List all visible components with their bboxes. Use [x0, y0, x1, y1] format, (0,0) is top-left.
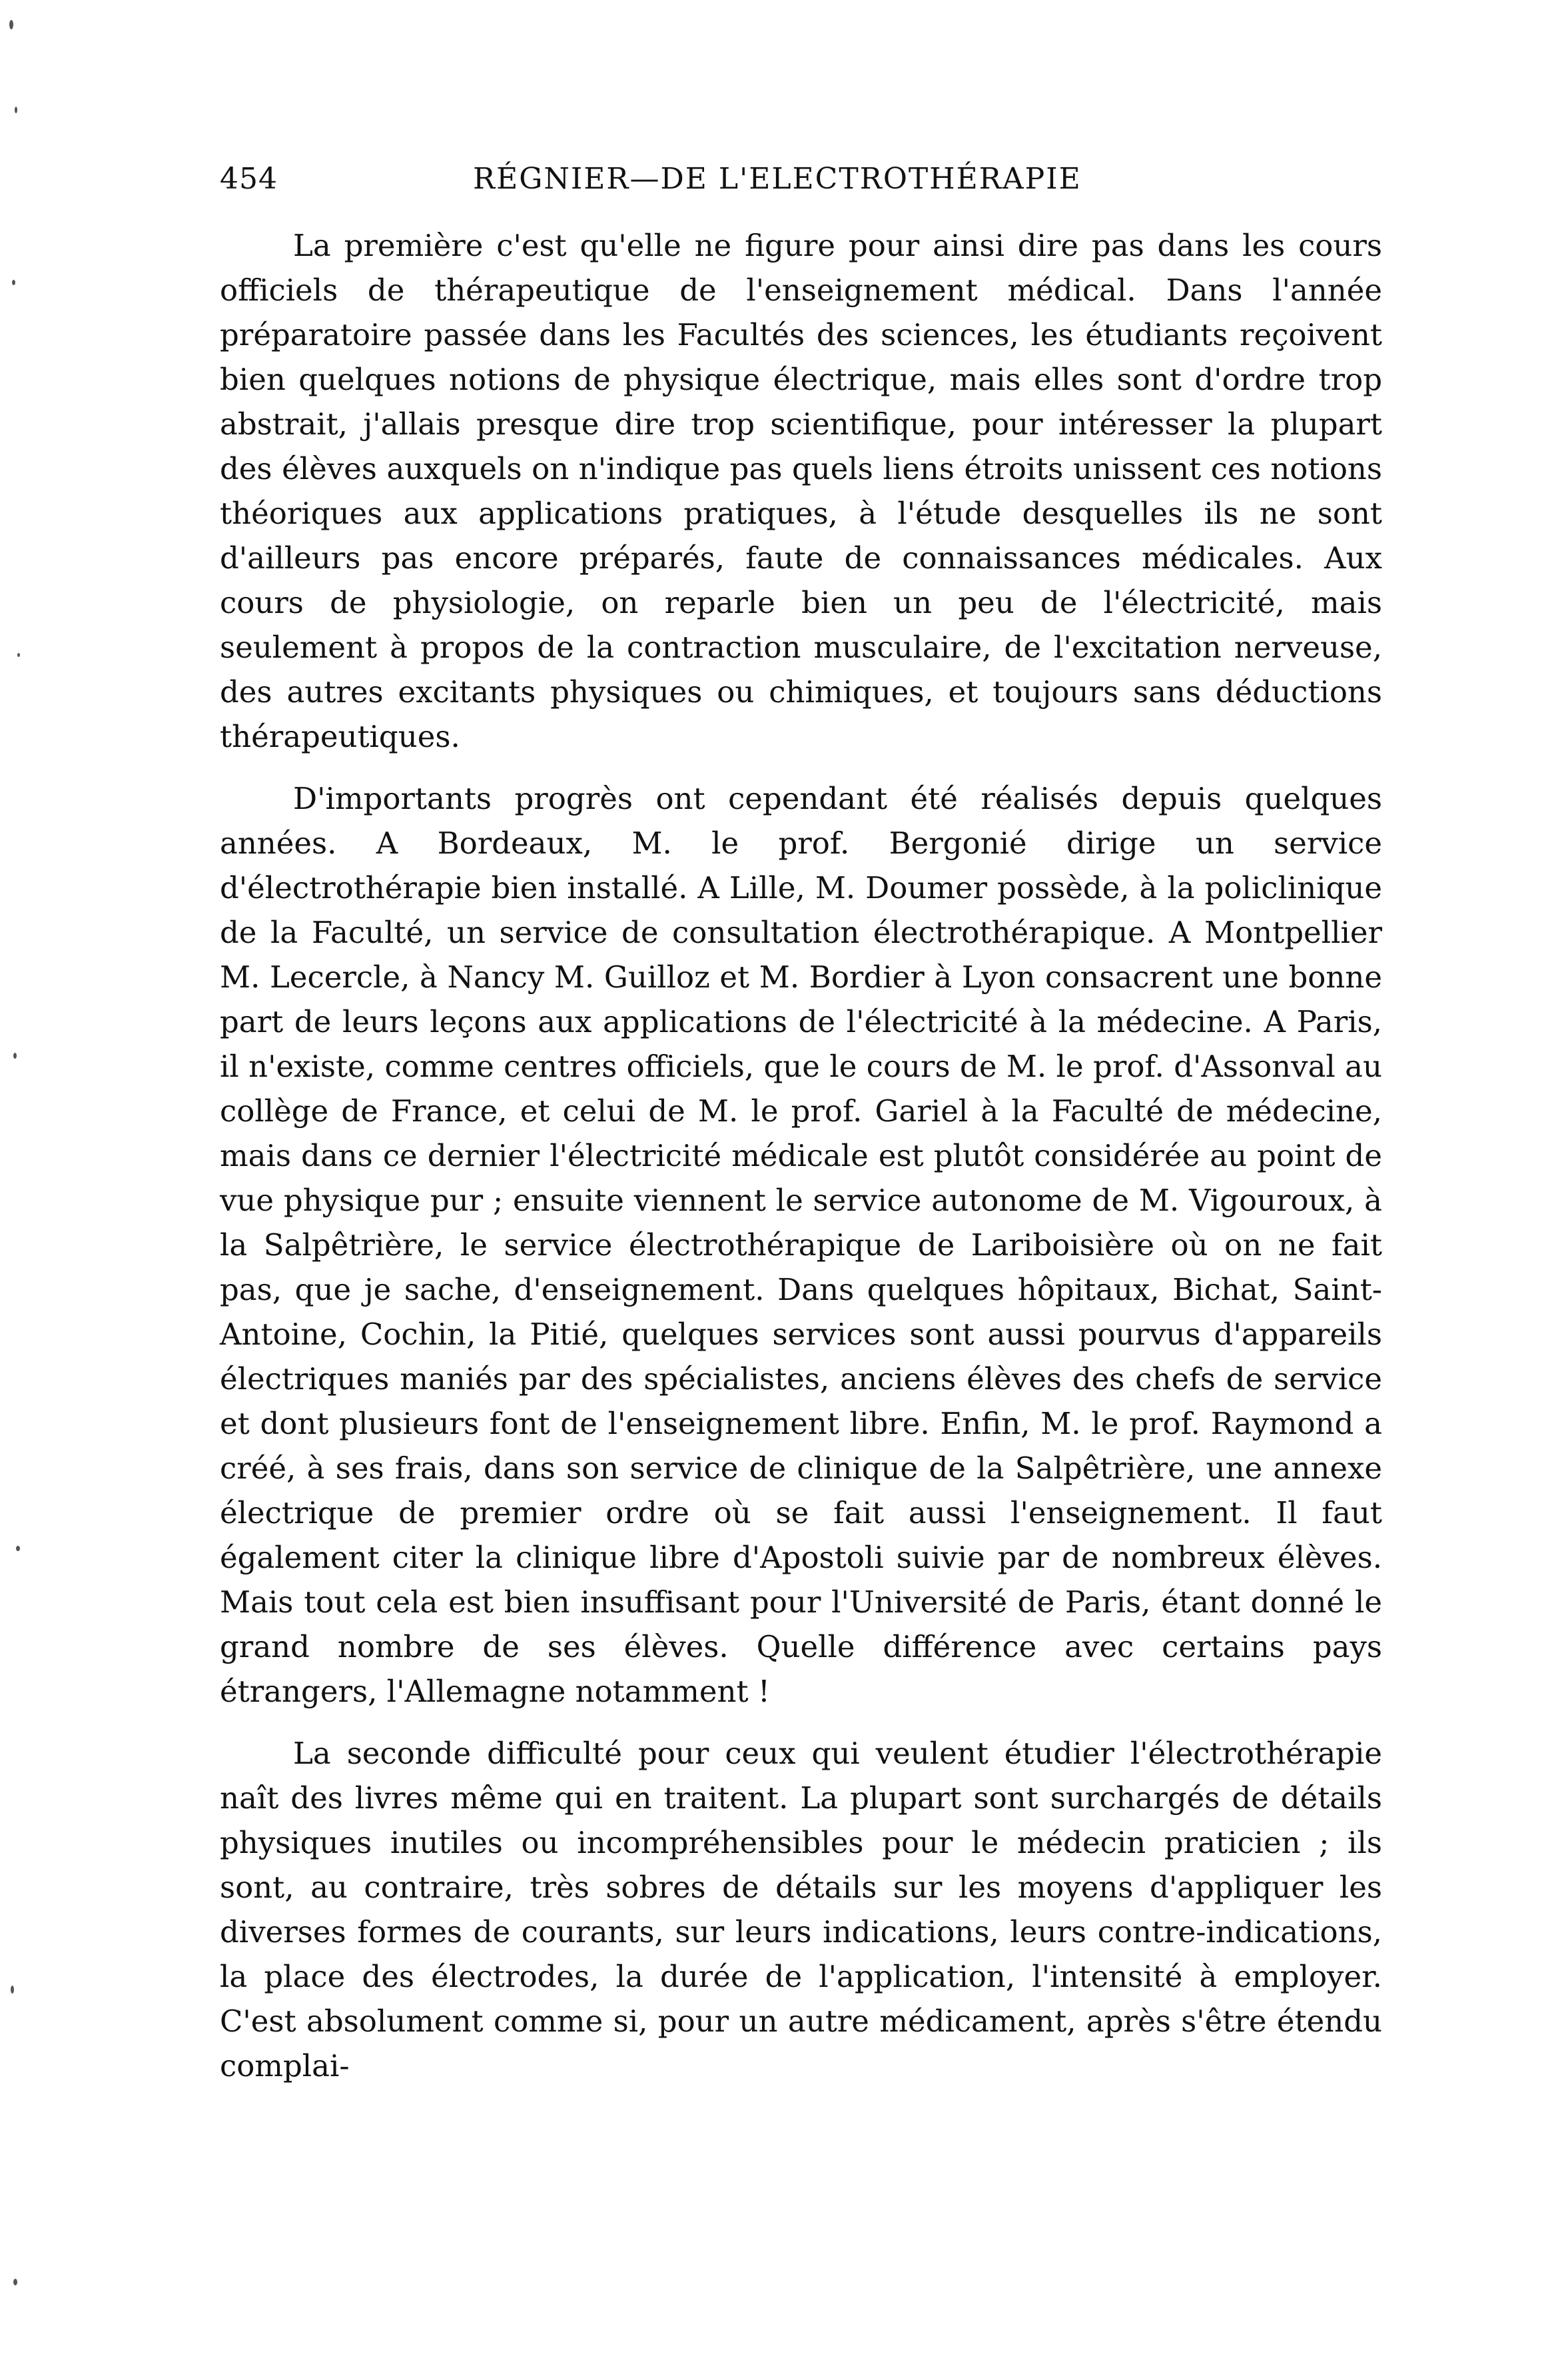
- scan-speck: [13, 1053, 17, 1059]
- scan-margin-specks: [0, 0, 53, 2380]
- scan-speck: [12, 280, 15, 285]
- running-title: RÉGNIER—DE L'ELECTROTHÉRAPIE: [473, 162, 1082, 196]
- paragraph: D'importants progrès ont cependant été réalisés depuis quelques années. A Bordeaux, M. le prof. Bergonié dirige un service d'électrothérapie bien installé. A Lille, M. Doumer possède, à la policlinique de la Faculté, un service de consultation électrothérapique. A Montpellier M. Lecercle, à Nancy M. Guilloz et M. Bordier à Lyon consacrent une bonne part de leurs leçons aux applications de l'électricité à la médecine. A Paris, il n'existe, comme centres officiels, que le cours de M. le prof. d'Assonval au collège de France, et celui de M. le prof. Gariel à la Faculté de médecine, mais dans ce dernier l'électricité médicale est plutôt considérée au point de vue physique pur ; ensuite viennent le service autonome de M. Vigouroux, à la Salpêtrière, le service électrothérapique de Lariboisière où on ne fait pas, que je sache, d'enseignement. Dans quelques hôpitaux, Bichat, Saint-Antoine, Cochin, la Pitié, quelques services sont aussi pourvus d'appareils électriques maniés par des spécialistes, anciens élèves des chefs de service et dont plusieurs font de l'enseignement libre. Enfin, M. le prof. Raymond a créé, à ses frais, dans son service de clinique de la Salpêtrière, une annexe électrique de premier ordre où se fait aussi l'enseignement. Il faut également citer la clinique libre d'Apostoli suivie par de nombreux élèves. Mais tout cela est bien insuffisant pour l'Université de Paris, étant donné le grand nombre de ses élèves. Quelle différence avec certains pays étrangers, l'Allemagne notamment !: [220, 781, 1382, 1709]
- scan-speck: [17, 653, 20, 657]
- book-page: [220, 150, 1382, 2105]
- scan-speck: [15, 107, 17, 113]
- page-number: 454: [220, 162, 278, 196]
- running-head: [220, 150, 1382, 203]
- scan-speck: [13, 2279, 17, 2285]
- paragraph: La seconde difficulté pour ceux qui veulent étudier l'électrothérapie naît des livres même qui en traitent. La plupart sont surchargés de détails physiques inutiles ou incompréhensibles pour le médecin praticien ; ils sont, au contraire, très sobres de détails sur les moyens d'appliquer les diverses formes de courants, sur leurs indications, leurs contre-indications, la place des électrodes, la durée de l'application, l'intensité à employer. C'est absolument comme si, pour un autre médicament, après s'être étendu complai-: [220, 1736, 1382, 2083]
- scan-speck: [11, 1986, 14, 1994]
- scan-speck: [16, 1546, 20, 1551]
- paragraph: La première c'est qu'elle ne figure pour ainsi dire pas dans les cours officiels de thérapeutique de l'enseignement médical. Dans l'année préparatoire passée dans les Facultés des sciences, les étudiants reçoivent bien quelques notions de physique électrique, mais elles sont d'ordre trop abstrait, j'allais presque dire trop scientifique, pour intéresser la plupart des élèves auxquels on n'indique pas quels liens étroits unissent ces notions théoriques aux applications pratiques, à l'étude desquelles ils ne sont d'ailleurs pas encore préparés, faute de connaissances médicales. Aux cours de physiologie, on reparle bien un peu de l'électricité, mais seulement à propos de la contraction musculaire, de l'excitation nerveuse, des autres excitants physiques ou chimiques, et toujours sans déductions thérapeutiques.: [220, 228, 1382, 754]
- scan-speck: [9, 20, 13, 29]
- body-text: [220, 223, 1382, 2088]
